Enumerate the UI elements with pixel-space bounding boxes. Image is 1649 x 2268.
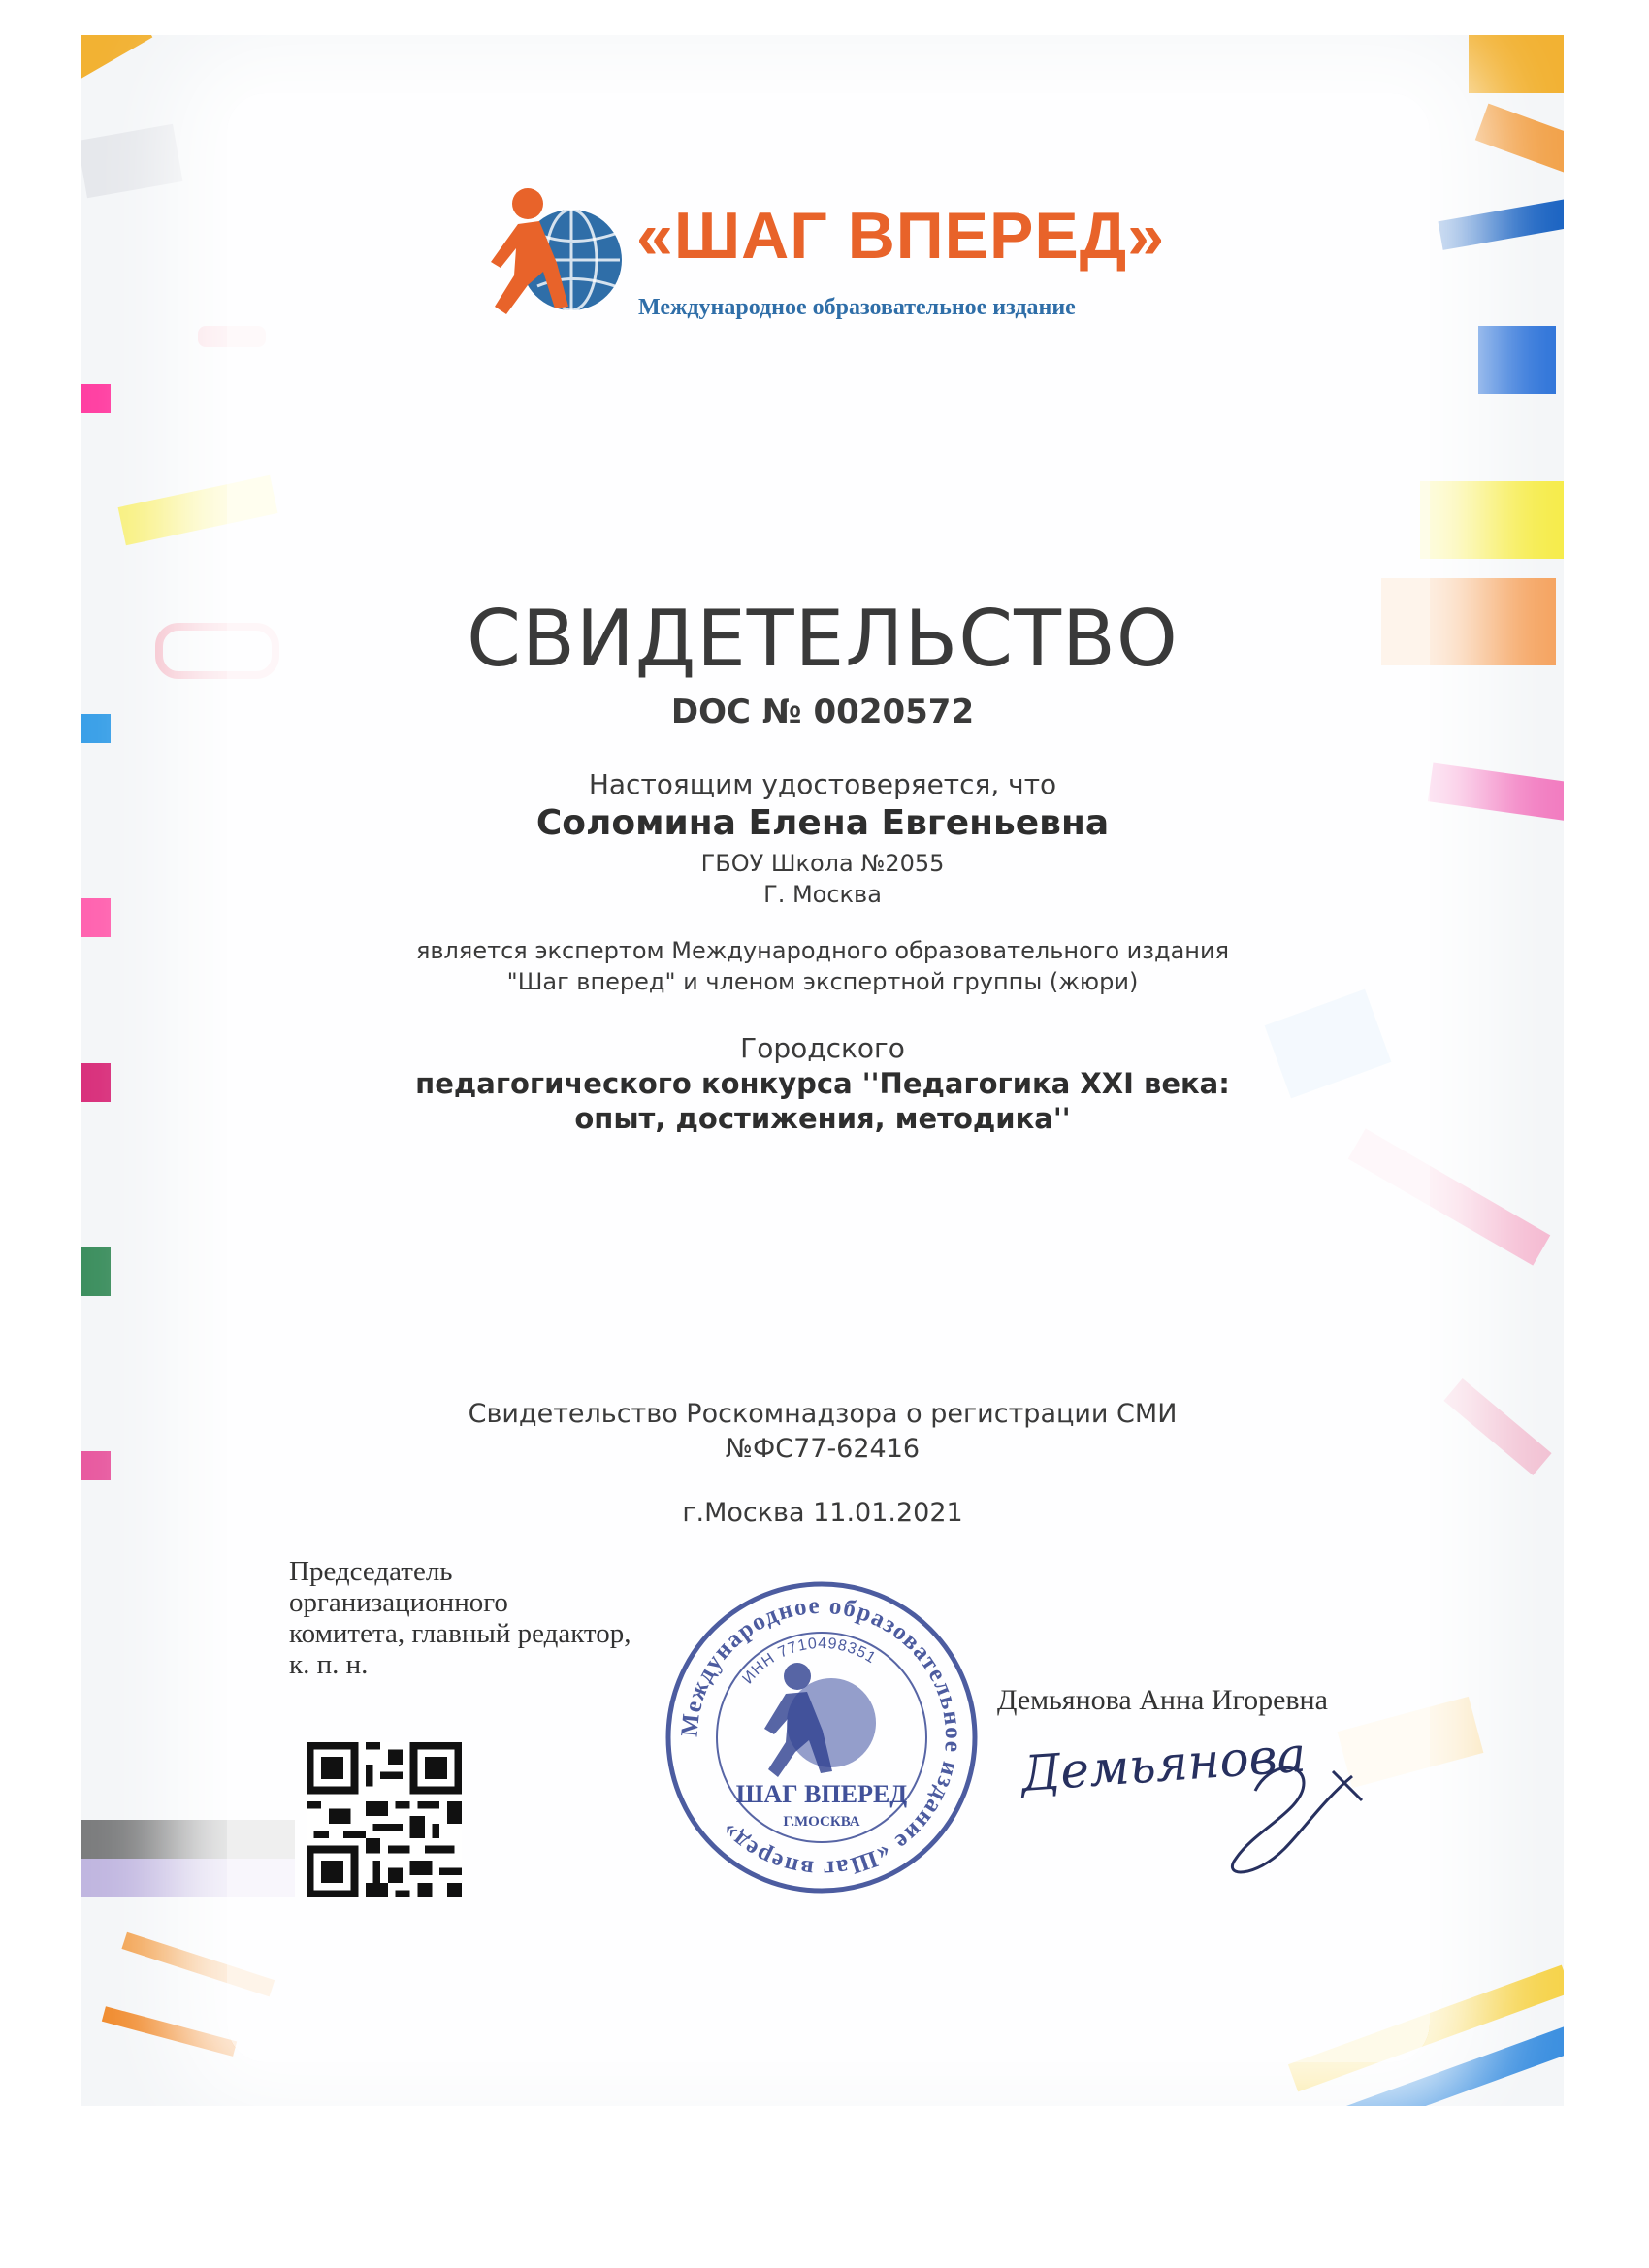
organization: ГБОУ Школа №2055 <box>700 850 945 877</box>
organization-stamp <box>662 1577 982 1897</box>
walking-person-globe-icon <box>479 171 634 326</box>
position-line-4: к. п. н. <box>289 1649 369 1680</box>
stamp-outer-text: Международное образовательное издание «Шаг вперед» <box>676 1592 967 1883</box>
signature-script: Демьянова <box>1018 1726 1309 1802</box>
stamp-center-title: ШАГ ВПЕРЕД <box>735 1780 908 1808</box>
role-line-2: "Шаг вперед" и членом экспертной группы (жюри) <box>506 968 1139 995</box>
signer-name: Демьянова Анна Игоревна <box>997 1684 1328 1716</box>
logo-title: «ШАГ ВПЕРЕД» <box>636 199 1166 273</box>
position-line-1: Председатель <box>289 1556 453 1587</box>
handwritten-signature <box>1013 1723 1420 1888</box>
certificate-title: СВИДЕТЕЛЬСТВО <box>467 594 1179 684</box>
signatory-position <box>289 1556 630 1680</box>
contest-line-2: педагогического конкурса ''Педагогика XXI века: <box>415 1067 1230 1100</box>
recipient-name: Соломина Елена Евгеньевна <box>535 803 1110 843</box>
intro-text: Настоящим удостоверяется, что <box>588 768 1057 800</box>
doc-number: DOC № 0020572 <box>670 693 975 731</box>
qr-code-icon <box>307 1742 462 1897</box>
contest-line-3: опыт, достижения, методика'' <box>574 1102 1071 1135</box>
logo-subtitle: Международное образовательное издание <box>638 295 1076 320</box>
contest-line-1: Городского <box>740 1032 905 1064</box>
position-line-2: организационного <box>289 1587 508 1618</box>
city: Г. Москва <box>763 881 882 908</box>
registration-line-2: №ФС77-62416 <box>725 1434 921 1464</box>
place-date: г.Москва 11.01.2021 <box>682 1498 963 1528</box>
position-line-3: комитета, главный редактор, <box>289 1618 631 1649</box>
registration-line-1: Свидетельство Роскомнадзора о регистрации СМИ <box>468 1399 1178 1429</box>
stamp-inn: ИНН 7710498351 <box>739 1635 880 1688</box>
certificate-sheet <box>81 35 1564 2106</box>
role-line-1: является экспертом Международного образовательного издания <box>415 937 1230 964</box>
stamp-center-city: Г.МОСКВА <box>783 1814 860 1830</box>
